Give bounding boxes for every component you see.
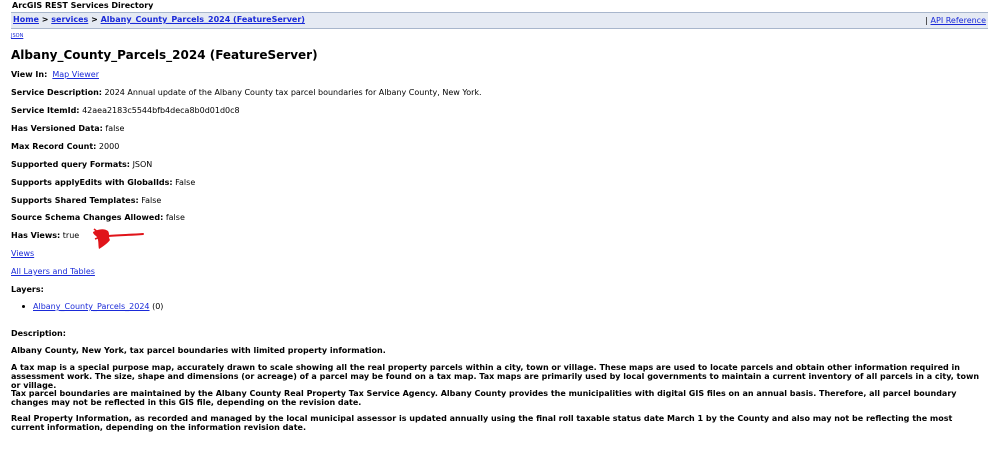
layers-heading-label: Layers: [11, 285, 44, 294]
api-reference-area [925, 14, 986, 28]
property-value: 2000 [98, 142, 120, 151]
breadcrumb-current-link[interactable]: Albany_County_Parcels_2024 (FeatureServer) [100, 15, 305, 24]
property-value: false [165, 213, 185, 222]
property-label: Supports Shared Templates: [11, 196, 139, 205]
view-in-label: View In: [11, 70, 48, 79]
property-value: False [141, 196, 162, 205]
property-value: true [62, 231, 80, 240]
api-separator: | [925, 16, 928, 25]
property-value: False [175, 178, 196, 187]
max-record-count-row [11, 142, 119, 152]
api-reference-link[interactable]: API Reference [930, 16, 986, 25]
versioned-data-row [11, 124, 124, 134]
bullet-icon [22, 305, 25, 308]
map-viewer-link[interactable]: Map Viewer [52, 70, 99, 79]
property-label: Has Views: [11, 231, 61, 240]
apply-edits-row [11, 178, 195, 188]
query-formats-row [11, 160, 152, 170]
layer-link[interactable]: Albany_County_Parcels_2024 [33, 302, 150, 311]
property-label: Service ItemId: [11, 106, 80, 115]
property-label: Supported query Formats: [11, 160, 131, 169]
nav-bar [11, 12, 988, 29]
property-label: Max Record Count: [11, 142, 97, 151]
breadcrumb-separator: > [41, 15, 49, 24]
property-label: Source Schema Changes Allowed: [11, 213, 164, 222]
property-value: 2024 Annual update of the Albany County tax parcel boundaries for Albany County, New York. [104, 88, 482, 97]
view-in-row [11, 70, 99, 80]
description-heading-label: Description: [11, 329, 66, 338]
breadcrumb-services-link[interactable]: services [51, 15, 89, 24]
page-title: Albany_County_Parcels_2024 (FeatureServer) [11, 48, 318, 62]
description-paragraph: Albany County, New York, tax parcel boundaries with limited property information. [11, 346, 386, 355]
description-paragraph: Real Property Information, as recorded and managed by the local municipal assessor is updated annually using the final roll taxable status date March 1 by the County and also may not be reflecting the most current information, depending on the information revision date. [11, 414, 953, 432]
property-label: Has Versioned Data: [11, 124, 103, 133]
property-label: Supports applyEdits with GlobalIds: [11, 178, 173, 187]
schema-changes-row [11, 213, 185, 223]
all-layers-link[interactable]: All Layers and Tables [11, 267, 95, 276]
views-link[interactable]: Views [11, 249, 35, 258]
property-value: false [105, 124, 125, 133]
layers-heading [11, 285, 44, 295]
layer-id: (0) [152, 302, 164, 311]
service-itemid-row [11, 106, 240, 116]
breadcrumb-home-link[interactable]: Home [13, 15, 39, 24]
layer-list-item [22, 302, 163, 312]
breadcrumb-separator: > [91, 15, 98, 24]
has-views-row [11, 231, 79, 241]
shared-templates-row [11, 196, 161, 206]
description-paragraph: Tax parcel boundaries are maintained by the Albany County Real Property Tax Service Agency. Albany County provides the municipalities with digital GIS files on an annual basis. Therefore, all parcel boundary changes may not be reflected in this GIS file, depending on the revision date. [11, 389, 957, 407]
app-title: ArcGIS REST Services Directory [12, 1, 154, 10]
property-value: JSON [132, 160, 153, 169]
property-label: Service Description: [11, 88, 102, 97]
description-paragraph: A tax map is a special purpose map, accurately drawn to scale showing all the real property parcels within a city, town or village. These maps are used to locate parcels and obtain other information required in assessment work. The size, shape and dimensions (or acreage) of a parcel may be found on a tax map. Tax maps are primarily used by local governments to maintain a current inventory of all parcels in a city, town or village. [11, 363, 980, 390]
red-arrow-annotation-icon [90, 223, 146, 251]
property-value: 42aea2183c5544bfb4deca8b0d01d0c8 [82, 106, 240, 115]
service-description-row [11, 88, 482, 98]
json-link[interactable]: JSON [11, 33, 24, 39]
description-heading [11, 329, 66, 339]
breadcrumb [13, 13, 305, 27]
